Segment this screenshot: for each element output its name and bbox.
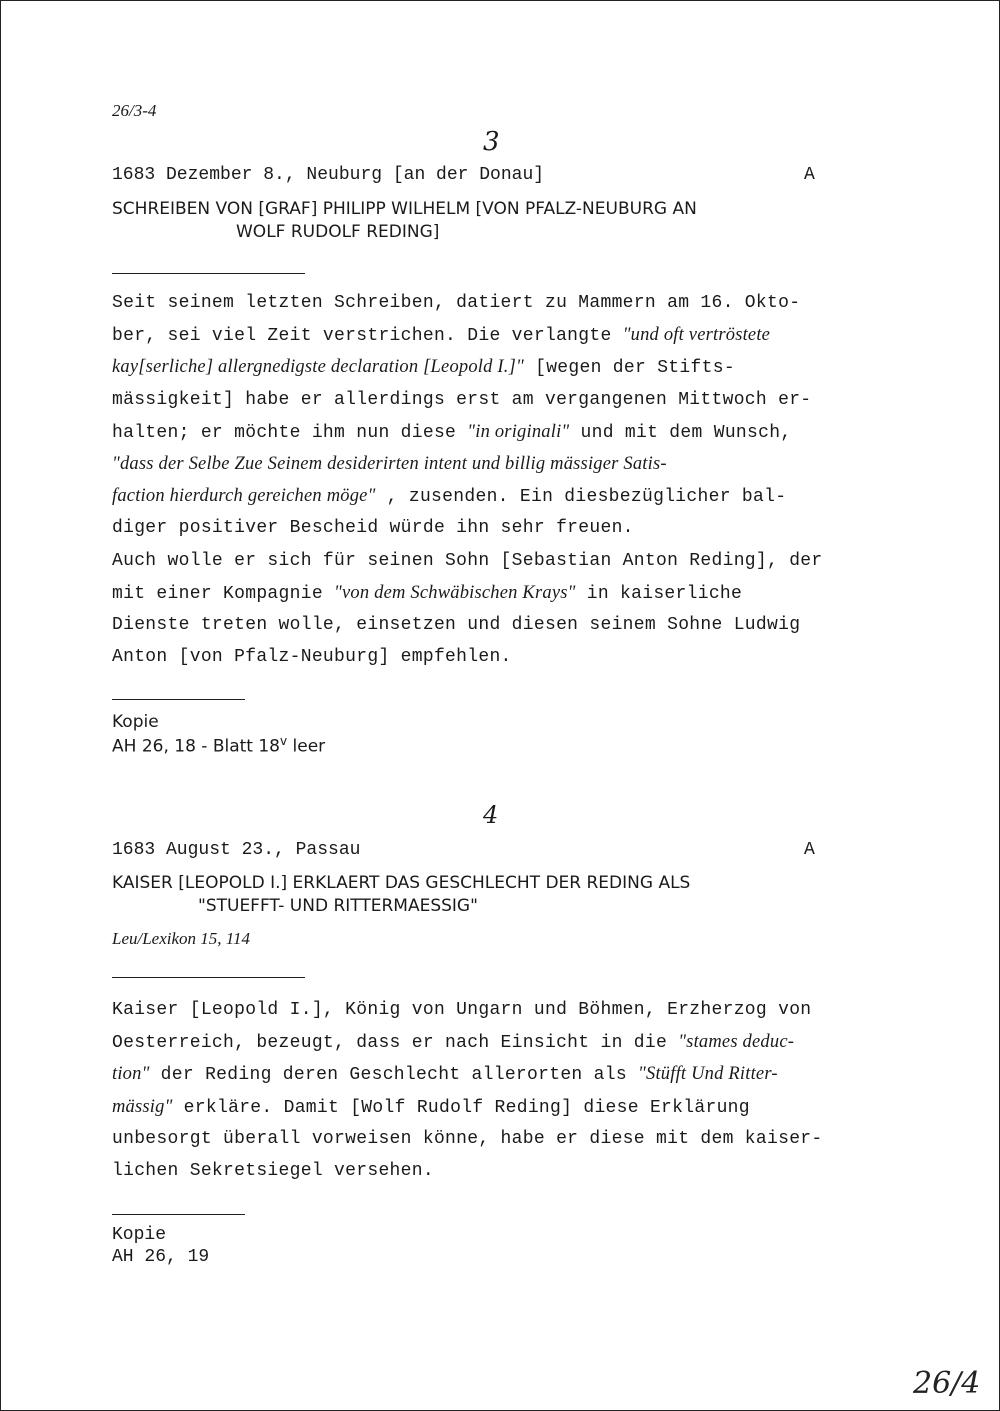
document-reference: 26/3-4 — [112, 101, 157, 120]
body-line — [112, 390, 811, 410]
entry-title-line-1: SCHREIBEN VON [GRAF] PHILIPP WILHELM [VON PFALZ-NEUBURG AN — [112, 199, 697, 219]
entry-date-place: 1683 August 23., Passau — [112, 840, 361, 860]
source-type: Kopie — [112, 712, 159, 732]
body-text: erkläre. Damit [Wolf Rudolf Reding] diese Erklärung — [172, 1097, 750, 1118]
divider — [112, 699, 245, 700]
quoted-text: "stames deduc- — [678, 1032, 795, 1053]
body-line — [112, 647, 512, 667]
source-location: AH 26, 18 - Blatt 18$^v$ leer — [112, 734, 326, 757]
body-line — [112, 357, 735, 378]
body-text: Dienste treten wolle, einsetzen und diesen seinem Sohne Ludwig — [112, 615, 801, 635]
body-text: Kaiser [Leopold I.], König von Ungarn und Böhmen, Erzherzog von — [112, 1000, 812, 1020]
entry-letter: A — [804, 840, 815, 860]
quoted-text: "und oft vertröstete — [622, 325, 771, 346]
handwritten-page-mark: 26/4 — [913, 1366, 981, 1401]
source-type: Kopie — [112, 1225, 167, 1245]
body-text: Seit seinem letzten Schreiben, datiert zu Mammern am 16. Okto- — [112, 293, 801, 313]
quoted-text: "dass der Selbe Zue Seinem desiderirten intent und billig mässiger Satis- — [112, 454, 667, 474]
source-location: AH 26, 19 — [112, 1247, 210, 1267]
body-line — [112, 454, 667, 475]
quoted-text: "von dem Schwäbischen Krays" — [334, 582, 576, 603]
body-line — [112, 583, 742, 604]
body-text: ber, sei viel Zeit verstrichen. Die verlangte — [112, 326, 623, 347]
quoted-text: faction hierdurch gereichen möge" — [112, 486, 376, 507]
entry-title-line-2: WOLF RUDOLF REDING] — [236, 222, 440, 242]
body-line — [112, 1000, 811, 1020]
quoted-text: kay[serliche] allergnedigste declaration [Leopold I.]" — [112, 357, 524, 378]
body-text: unbesorgt überall vorweisen könne, habe er diese mit dem kaiser- — [112, 1128, 823, 1149]
body-text: mässigkeit] habe er allerdings erst am vergangenen Mittwoch er- — [112, 389, 812, 410]
entry-title-line-2: "STUEFFT- UND RITTERMAESSIG" — [198, 896, 478, 916]
body-text: lichen Sekretsiegel versehen. — [112, 1161, 434, 1181]
body-line — [112, 1064, 778, 1085]
quoted-text: "Stüfft Und Ritter- — [638, 1064, 778, 1085]
body-line — [112, 1032, 794, 1053]
divider — [112, 273, 305, 274]
body-line — [112, 293, 800, 313]
body-text: der Reding deren Geschlecht allerorten als — [149, 1065, 639, 1086]
body-text: halten; er möchte ihm nun diese — [112, 422, 468, 443]
quoted-text: mässig" — [112, 1096, 173, 1117]
body-line — [112, 422, 791, 443]
body-text: mit einer Kompagnie — [112, 583, 335, 604]
body-text: und mit dem Wunsch, — [569, 422, 792, 443]
body-line — [112, 551, 823, 571]
literature-reference: Leu/Lexikon 15, 114 — [112, 929, 251, 948]
entry-number: 4 — [483, 801, 499, 829]
body-line — [112, 1161, 434, 1181]
quoted-text: tion" — [112, 1064, 150, 1085]
entry-title-line-1: KAISER [LEOPOLD I.] ERKLAERT DAS GESCHLECHT DER REDING ALS — [112, 873, 691, 893]
body-text: in kaiserliche — [575, 583, 743, 604]
body-text: Oesterreich, bezeugt, dass er nach Einsicht in die — [112, 1033, 679, 1054]
body-text: , zusenden. Ein diesbezüglicher bal- — [375, 487, 787, 508]
entry-date-place: 1683 Dezember 8., Neuburg [an der Donau] — [112, 165, 545, 185]
body-line — [112, 518, 634, 538]
body-line — [112, 615, 800, 635]
body-line — [112, 1097, 750, 1118]
body-line — [112, 325, 770, 346]
body-line — [112, 486, 786, 507]
quoted-text: "in originali" — [467, 421, 570, 442]
body-text: diger positiver Bescheid würde ihn sehr freuen. — [112, 518, 634, 539]
body-line — [112, 1129, 823, 1149]
entry-number: 3 — [483, 127, 500, 157]
body-text: [wegen der Stifts- — [523, 358, 735, 379]
entry-letter: A — [804, 165, 815, 185]
body-text: Auch wolle er sich für seinen Sohn [Sebastian Anton Reding], der — [112, 550, 823, 571]
divider — [112, 1214, 245, 1215]
divider — [112, 977, 305, 978]
body-text: Anton [von Pfalz-Neuburg] empfehlen. — [112, 647, 512, 668]
